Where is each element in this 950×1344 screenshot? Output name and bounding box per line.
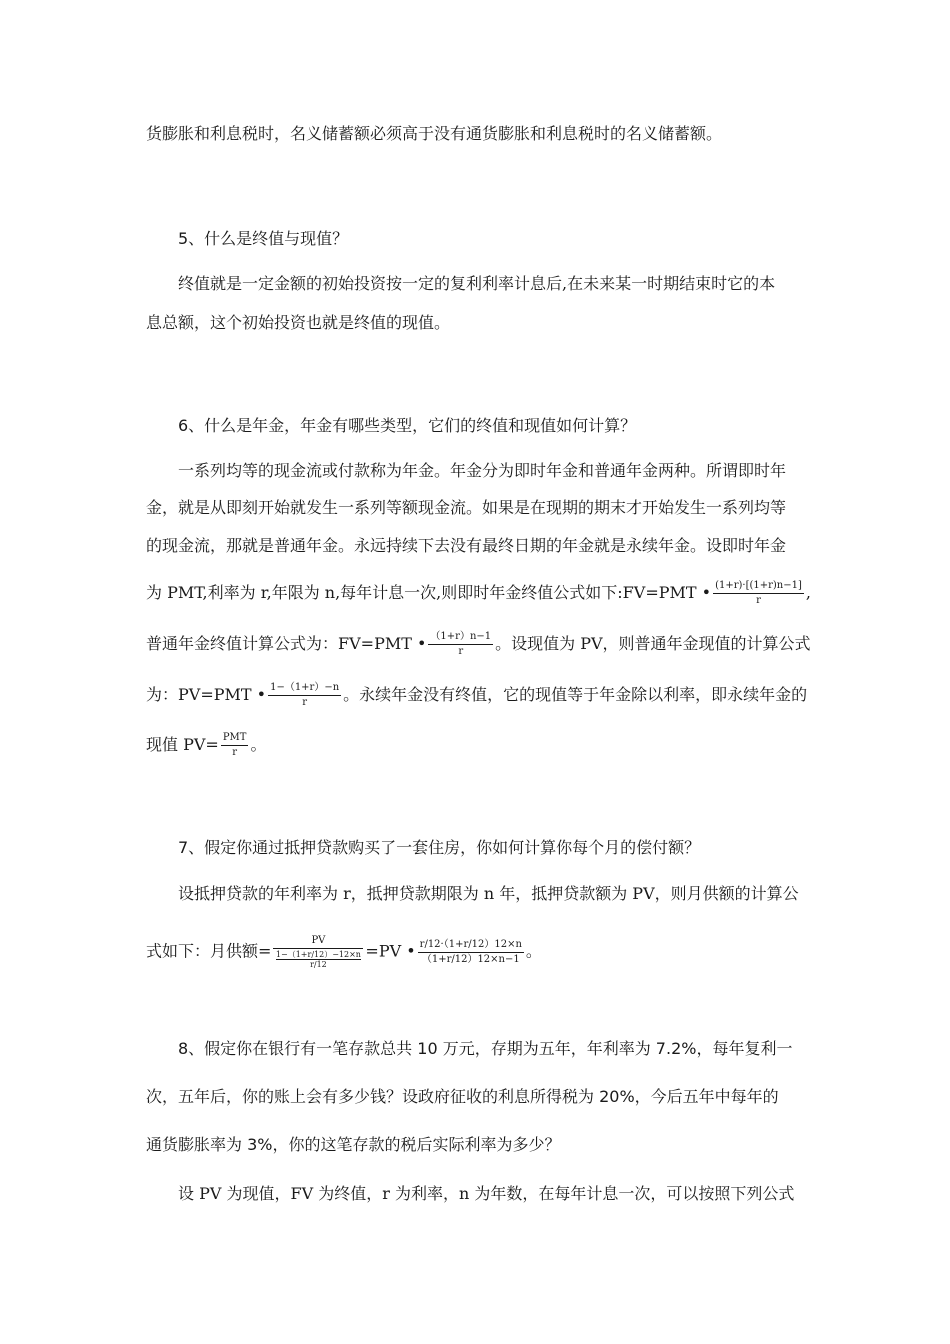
perpetuity-formula (221, 732, 249, 759)
q6-line-5-after: 。设现值为 PV，则普通年金现值的计算公式 (495, 634, 811, 653)
q6-line-4-end: , (805, 583, 811, 602)
q5-line-2: 息总额，这个初始投资也就是终值的现值。 (146, 313, 451, 332)
q6-line-7 (146, 732, 266, 759)
formula-numerator: PMT (221, 732, 249, 746)
formula-denominator: r (232, 747, 238, 758)
monthly-payment-formula-2 (418, 939, 524, 966)
formula-numerator: （1+r）n−1 (428, 631, 493, 645)
q7-line-2-text: 式如下：月供额= (146, 941, 272, 961)
q7-line-2-end: 。 (525, 941, 542, 961)
nested-numerator: 1−（1+r/12）−12×n (275, 950, 361, 959)
q5-line-1: 终值就是一定金额的初始投资按一定的复利利率计息后,在未来某一时期结束时它的本 (178, 274, 776, 293)
q6-line-6-after: 。永续年金没有终值，它的现值等于年金除以利率，即永续年金的 (343, 685, 808, 704)
q8-line-1: 8、假定你在银行有一笔存款总共 10 万元，存期为五年，年利率为 7.2%，每年复利一 (178, 1039, 793, 1058)
nested-fraction (276, 950, 361, 969)
q7-line-2-mid: =PV • (365, 941, 416, 961)
q7-line-1: 设抵押贷款的年利率为 r，抵押贷款期限为 n 年，抵押贷款额为 PV，则月供额的计算公 (178, 884, 799, 903)
formula-denominator: r (756, 595, 761, 606)
q6-line-5-text: 普通年金终值计算公式为：FV=PMT • (146, 634, 427, 653)
formula-denominator (273, 949, 363, 969)
formula-denominator: r (458, 646, 464, 657)
q6-line-2: 金，就是从即刻开始就发生一系列等额现金流。如果是在现期的期末才开始发生一系列均等 (146, 498, 787, 517)
q8-line-2: 次，五年后，你的账上会有多少钱？设政府征收的利息所得税为 20%，今后五年中每年的 (146, 1087, 779, 1106)
fv-annuity-due-formula (713, 580, 804, 607)
q5-heading: 5、什么是终值与现值？ (178, 229, 349, 248)
pv-ordinary-annuity-formula (268, 682, 341, 709)
formula-numerator: 1−（1+r）−n (268, 682, 341, 696)
formula-numerator: r/12·（1+r/12）12×n (418, 939, 524, 953)
paragraph-tail: 货膨胀和利息税时，名义储蓄额必须高于没有通货膨胀和利息税时的名义储蓄额。 (146, 124, 723, 143)
q6-line-6-text: 为：PV=PMT • (146, 685, 267, 704)
formula-numerator: PV (273, 935, 363, 949)
formula-numerator: (1+r)·[(1+r)n−1] (713, 580, 804, 594)
q6-line-4-text: 为 PMT,利率为 r,年限为 n,每年计息一次,则即时年金终值公式如下:FV=PMT • (146, 583, 712, 602)
fv-ordinary-annuity-formula (428, 631, 493, 658)
q6-line-5 (146, 631, 811, 658)
q6-heading: 6、什么是年金，年金有哪些类型，它们的终值和现值如何计算？ (178, 416, 637, 435)
q6-line-3: 的现金流，那就是普通年金。永远持续下去没有最终日期的年金就是永续年金。设即时年金 (146, 536, 787, 555)
q8-line-4: 设 PV 为现值，FV 为终值，r 为利率，n 为年数，在每年计息一次，可以按照下列公式 (178, 1184, 795, 1203)
formula-denominator: r (302, 697, 308, 708)
q8-line-3: 通货膨胀率为 3%，你的这笔存款的税后实际利率为多少？ (146, 1135, 561, 1154)
formula-denominator: （1+r/12）12×n−1 (421, 953, 520, 965)
q6-line-7-end: 。 (250, 735, 267, 754)
q7-heading: 7、假定你通过抵押贷款购买了一套住房，你如何计算你每个月的偿付额？ (178, 838, 701, 857)
q7-line-2 (146, 935, 542, 969)
q6-line-6 (146, 682, 807, 709)
q6-line-4 (146, 580, 811, 607)
monthly-payment-formula-1 (273, 935, 363, 969)
q6-line-1: 一系列均等的现金流或付款称为年金。年金分为即时年金和普通年金两种。所谓即时年 (178, 461, 787, 480)
nested-denominator: r/12 (310, 960, 327, 969)
q6-line-7-text: 现值 PV= (146, 735, 219, 754)
